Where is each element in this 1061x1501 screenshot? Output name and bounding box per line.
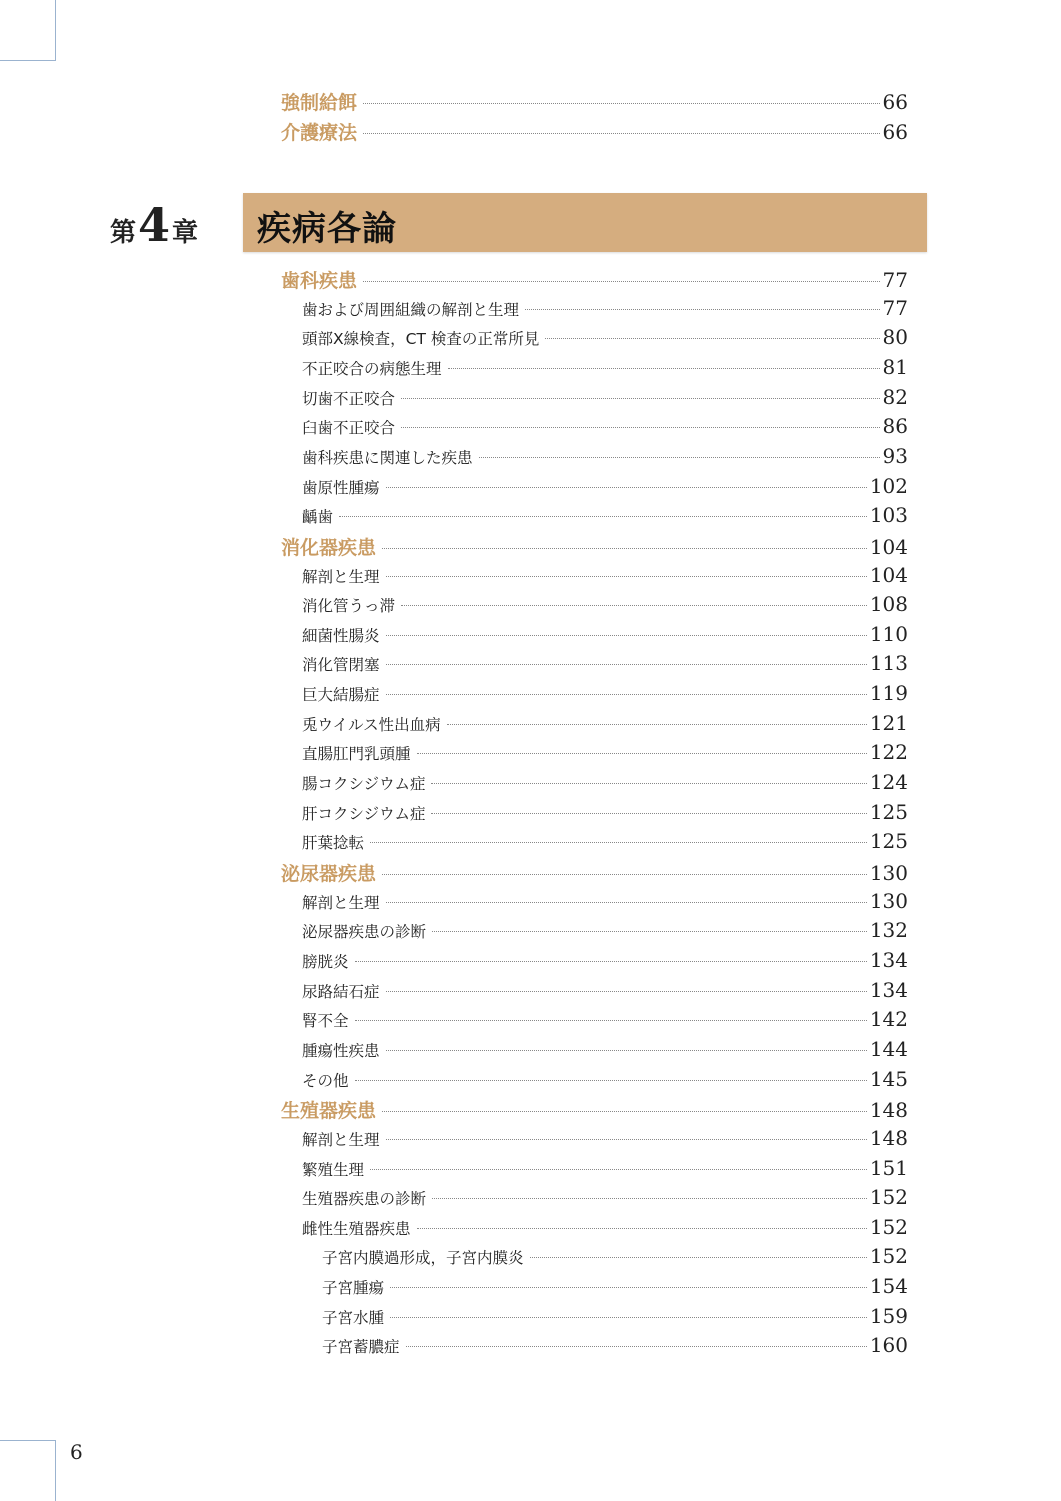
toc-entry-title: 歯科疾患に関連した疾患 [302,448,473,467]
toc-entry-title: 齲歯 [302,508,334,527]
toc-entry-page: 104 [869,534,908,559]
toc-entry-title: 頭部X線検査，CT 検査の正常所見 [302,330,540,349]
toc-entry-page: 148 [869,1098,908,1123]
dot-leader [386,991,867,992]
chapter-prefix: 第 [110,218,137,248]
toc-entry-title: 腎不全 [302,1012,349,1031]
toc-entry-page: 125 [869,829,908,854]
toc-entry[interactable] [302,1007,908,1037]
toc-entry-title: 介護療法 [281,122,358,144]
toc-entry[interactable] [302,592,908,622]
toc-section-entry[interactable] [281,88,908,118]
toc-entry-title: 消化管閉塞 [302,656,380,675]
dot-leader [355,961,867,962]
toc-entry-title: 消化管うっ滞 [302,597,396,616]
crop-mark-bottom [0,1440,56,1501]
dot-leader [406,1346,867,1347]
dot-leader [401,605,867,606]
toc-section-entry[interactable] [281,118,908,148]
toc-entry-page: 110 [869,621,908,646]
toc-entry-page: 122 [869,740,908,765]
dot-leader [447,724,867,725]
dot-leader [382,1111,867,1112]
toc-entry-page: 159 [869,1303,908,1328]
dot-leader [386,487,867,488]
toc-entry-title: 切歯不正咬合 [302,389,396,408]
dot-leader [448,368,880,369]
toc-entry-title: 巨大結腸症 [302,686,380,705]
dot-leader [432,931,867,932]
dot-leader [479,457,880,458]
toc-entry[interactable] [322,1244,908,1274]
dot-leader [401,427,880,428]
dot-leader [431,813,866,814]
toc-section-entry[interactable] [281,266,908,296]
toc-entry-page: 77 [882,268,908,292]
dot-leader [386,635,867,636]
toc-entry-page: 104 [869,562,908,587]
dot-leader [386,1139,867,1140]
toc-section-entry[interactable] [281,533,908,563]
toc-entry-page: 80 [882,325,908,350]
dot-leader [545,338,879,339]
toc-entry[interactable] [302,1126,908,1156]
toc-entry-page: 152 [869,1244,908,1269]
toc-entry[interactable] [302,622,908,652]
toc-entry-title: 直腸肛門乳頭腫 [302,745,411,764]
page-number: 6 [70,1440,83,1464]
toc-entry-page: 152 [869,1185,908,1210]
dot-leader [382,874,867,875]
dot-leader [386,902,867,903]
toc-entry[interactable] [302,948,908,978]
toc-entry[interactable] [302,829,908,859]
toc-entry-title: 不正咬合の病態生理 [302,359,442,378]
toc-entry-page: 119 [869,681,908,706]
toc-entry[interactable] [302,414,908,444]
dot-leader [386,576,867,577]
chapter-title: 疾病各論 [257,209,397,249]
toc-entry-page: 152 [869,1214,908,1239]
toc-entry-title: 臼歯不正咬合 [302,419,396,438]
toc-entry-title: 膀胱炎 [302,952,349,971]
toc-entry-title: 兎ウイルス性出血病 [302,715,441,734]
toc-entry-title: 肝コクシジウム症 [302,804,426,823]
dot-leader [530,1257,867,1258]
toc-entry[interactable] [302,711,908,741]
toc-entry-title: 歯および周囲組織の解剖と生理 [302,300,520,319]
dot-leader [363,133,880,134]
toc-entry[interactable] [302,355,908,385]
toc-entry-page: 121 [869,710,908,735]
dot-leader [390,1287,867,1288]
toc-entry[interactable] [302,651,908,681]
toc-entry-title: 生殖器疾患 [281,1100,377,1123]
dot-leader [370,842,867,843]
toc-entry[interactable] [302,978,908,1008]
dot-leader [401,398,880,399]
toc-entry[interactable] [302,474,908,504]
toc-entry-page: 82 [882,384,908,409]
toc-entry[interactable] [302,1037,908,1067]
dot-leader [339,516,867,517]
toc-entry[interactable] [302,1185,908,1215]
chapter-suffix: 章 [172,218,199,248]
toc-entry-page: 113 [869,651,908,676]
toc-entry-page: 108 [869,592,908,617]
chapter-number: 4 [138,198,171,252]
toc-entry[interactable] [302,563,908,593]
dot-leader [386,694,867,695]
toc-entry-page: 145 [869,1066,908,1091]
toc-entry-page: 134 [869,947,908,972]
toc-entry[interactable] [322,1274,908,1304]
toc-entry-page: 148 [869,1125,908,1150]
dot-leader [417,1228,867,1229]
toc-entry[interactable] [302,800,908,830]
toc-entry-title: 腫瘍性疾患 [302,1041,380,1060]
dot-leader [417,753,867,754]
toc-entry-title: 尿路結石症 [302,982,380,1001]
toc-entry-page: 160 [869,1333,908,1358]
chapter-label [110,198,198,252]
toc-entry-page: 154 [869,1274,908,1299]
toc-entry-page: 151 [869,1155,908,1180]
toc-entry-title: 子宮蓄膿症 [322,1338,400,1357]
toc-entry-page: 77 [882,295,908,320]
toc-entry-title: 繁殖生理 [302,1160,365,1179]
toc-entry-title: 子宮腫瘍 [322,1279,385,1298]
toc-entry-page: 132 [869,918,908,943]
toc-entry-page: 86 [882,414,908,439]
toc-entry[interactable] [302,1215,908,1245]
toc-entry-page: 103 [869,503,908,528]
toc-entry-page: 134 [869,977,908,1002]
toc-entry-page: 125 [869,799,908,824]
toc-entry[interactable] [302,444,908,474]
dot-leader [386,1050,867,1051]
toc-entry-title: 泌尿器疾患 [281,863,377,885]
toc-entry[interactable] [302,385,908,415]
dot-leader [432,1198,867,1199]
dot-leader [382,548,867,549]
toc-entry[interactable] [302,681,908,711]
toc-entry-page: 66 [882,90,908,114]
toc-entry[interactable] [302,918,908,948]
dot-leader [525,309,880,310]
toc-entry-title: 歯科疾患 [281,270,358,292]
dot-leader [370,1169,867,1170]
toc-entry-page: 142 [869,1007,908,1032]
toc-section-entry[interactable] [281,859,908,889]
toc-entry[interactable] [302,1156,908,1186]
toc-entry-title: 解剖と生理 [302,567,380,586]
dot-leader [386,664,867,665]
toc-entry[interactable] [302,740,908,770]
toc-entry-title: 生殖器疾患の診断 [302,1190,427,1209]
toc-entry-title: その他 [302,1071,349,1090]
toc-entry[interactable] [302,503,908,533]
dot-leader [390,1317,867,1318]
toc-entry[interactable] [302,1067,908,1097]
chapter-banner [243,193,927,252]
toc-entry-title: 雌性生殖器疾患 [302,1219,411,1238]
dot-leader [355,1020,867,1021]
toc-entry[interactable] [302,889,908,919]
toc-entry-page: 130 [869,888,908,913]
dot-leader [431,783,866,784]
toc-entry-page: 102 [869,473,908,498]
toc-entry-title: 歯原性腫瘍 [302,478,380,497]
toc-entry[interactable] [322,1333,908,1363]
dot-leader [363,281,880,282]
toc-entry-title: 泌尿器疾患の診断 [302,923,427,942]
toc-entry-page: 81 [882,354,908,379]
toc-entry-title: 子宮内膜過形成，子宮内膜炎 [322,1249,524,1268]
toc-entry[interactable] [322,1304,908,1334]
toc-entry-title: 細菌性腸炎 [302,626,380,645]
toc-entry-title: 強制給餌 [281,92,358,114]
toc-entry-title: 腸コクシジウム症 [302,775,426,794]
toc-entry-title: 解剖と生理 [302,1130,380,1149]
toc-entry-page: 144 [869,1036,908,1061]
toc-entry-title: 子宮水腫 [322,1308,385,1327]
toc-entry[interactable] [302,325,908,355]
crop-mark-top [0,0,56,61]
toc-entry-title: 肝葉捻転 [302,834,365,853]
toc-entry-title: 解剖と生理 [302,893,380,912]
dot-leader [363,103,880,104]
toc-entry[interactable] [302,296,908,326]
toc-entry-page: 93 [882,443,908,468]
toc-entry-page: 124 [869,770,908,795]
toc-entry-title: 消化器疾患 [281,536,377,559]
toc-entry-page: 66 [882,120,908,144]
toc-entry[interactable] [302,770,908,800]
dot-leader [355,1080,867,1081]
toc-section-entry[interactable] [281,1096,908,1126]
toc-entry-page: 130 [869,861,908,885]
